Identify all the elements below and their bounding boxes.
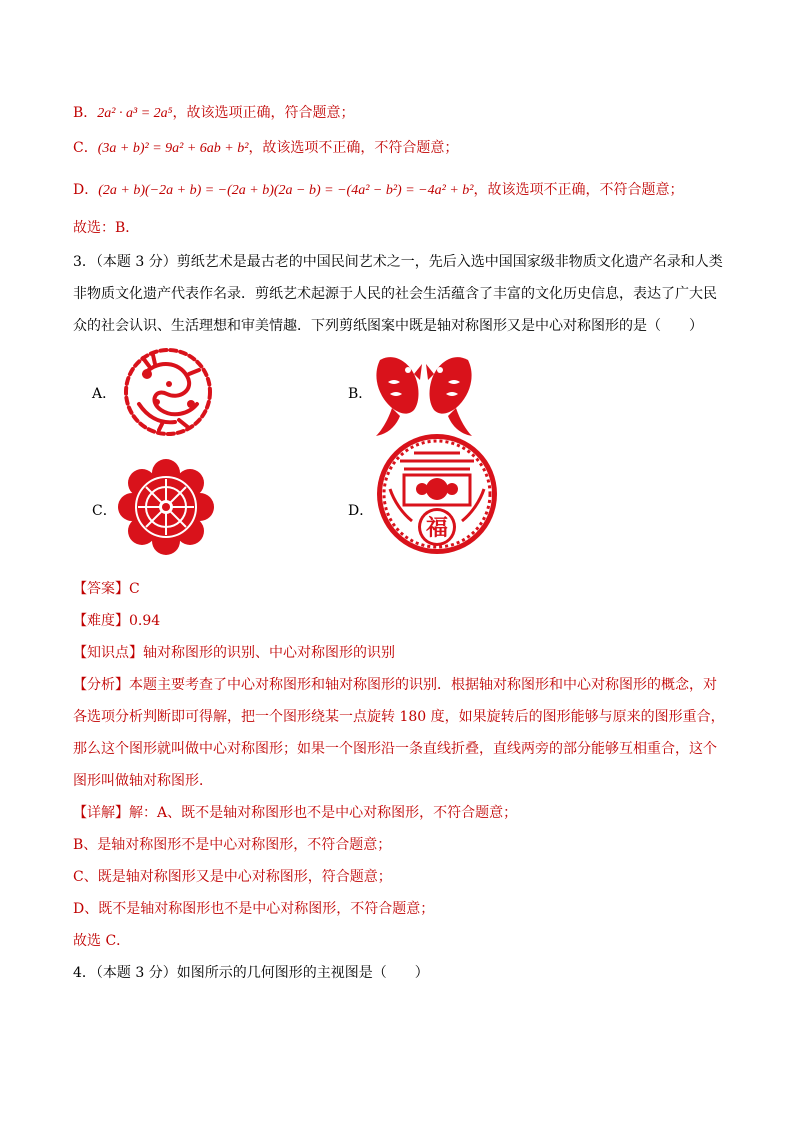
option-c-label: C． [92, 503, 117, 519]
flower-papercut-icon [118, 459, 214, 559]
knowledge-value: 轴对称图形的识别、中心对称图形的识别 [143, 645, 395, 661]
question3-stem-line-2: 非物质文化遗产代表作名录．剪纸艺术起源于人民的社会生活蕴含了丰富的文化历史信息，表达了广大民 [73, 286, 717, 302]
formula: (2a + b)(−2a + b) = −(2a + b)(2a − b) = −(4a² − b²) = −4a² + b² [98, 183, 474, 198]
analysis-text: 本题主要考查了中心对称图形和轴对称图形的识别．根据轴对称图形和中心对称图形的概念，对 [129, 677, 717, 693]
answer-line [73, 580, 140, 598]
option-tail: ，故该选项正确，符合题意； [172, 105, 355, 121]
analysis-line-3: 那么这个图形就叫做中心对称图形；如果一个图形沿一条直线折叠，直线两旁的部分能够互相重合，这个 [73, 741, 717, 757]
question4-stem: 4．（本题 3 分）如图所示的几何图形的主视图是（ ） [73, 965, 429, 981]
fortune-papercut-icon [374, 431, 500, 561]
analysis-line-2: 各选项分析判断即可得解，把一个图形绕某一点旋转 180 度，如果旋转后的图形能够与原来的图形重合， [73, 709, 725, 725]
solution-option-d [73, 181, 683, 200]
option-d-label: D． [348, 503, 374, 519]
fu-character: 福 [425, 516, 449, 541]
option-prefix: C． [73, 140, 98, 156]
difficulty-line [73, 612, 160, 630]
answer-value: C [129, 581, 140, 597]
knowledge-line [73, 644, 395, 662]
question3-stem-line-3: 众的社会认识、生活理想和审美情趣．下列剪纸图案中既是轴对称图形又是中心对称图形的是（ ） [73, 318, 703, 334]
analysis-line-4: 图形叫做轴对称图形． [73, 773, 213, 789]
dragon-papercut-icon [119, 344, 217, 444]
option-prefix: B． [73, 105, 98, 121]
detail-line-3: C、既是轴对称图形又是中心对称图形，符合题意； [73, 869, 392, 885]
question3-stem-line-1: 3．（本题 3 分）剪纸艺术是最古老的中国民间艺术之一，先后入选中国国家级非物质文化遗产名录和人类 [73, 254, 723, 270]
detail-text: 解：A、既不是轴对称图形也不是中心对称图形，不符合题意； [129, 805, 518, 821]
option-a-label: A． [92, 386, 117, 402]
analysis-tag: 【分析】 [73, 677, 129, 693]
solution-option-c [73, 139, 458, 158]
formula: 2a² · a³ = 2a⁵ [97, 106, 173, 121]
analysis-line-1 [73, 676, 717, 694]
answer-tag: 【答案】 [73, 581, 129, 597]
detail-line-1 [73, 804, 517, 822]
difficulty-value: 0.94 [129, 613, 161, 629]
option-prefix: D． [73, 182, 99, 198]
detail-line-4: D、既不是轴对称图形也不是中心对称图形，不符合题意； [73, 901, 435, 917]
difficulty-tag: 【难度】 [73, 613, 129, 629]
detail-line-2: B、是轴对称图形不是中心对称图形，不符合题意； [73, 837, 392, 853]
solution-choose: 故选：B． [73, 220, 140, 236]
solution-option-b [73, 104, 355, 123]
formula: (3a + b)² = 9a² + 6ab + b² [97, 141, 249, 156]
knowledge-tag: 【知识点】 [73, 645, 143, 661]
option-tail: ，故该选项不正确，不符合题意； [248, 140, 459, 156]
option-tail: ，故该选项不正确，不符合题意； [473, 182, 684, 198]
detail-choose: 故选 C． [73, 933, 131, 949]
detail-tag: 【详解】 [73, 805, 129, 821]
option-b-label: B． [348, 386, 373, 402]
